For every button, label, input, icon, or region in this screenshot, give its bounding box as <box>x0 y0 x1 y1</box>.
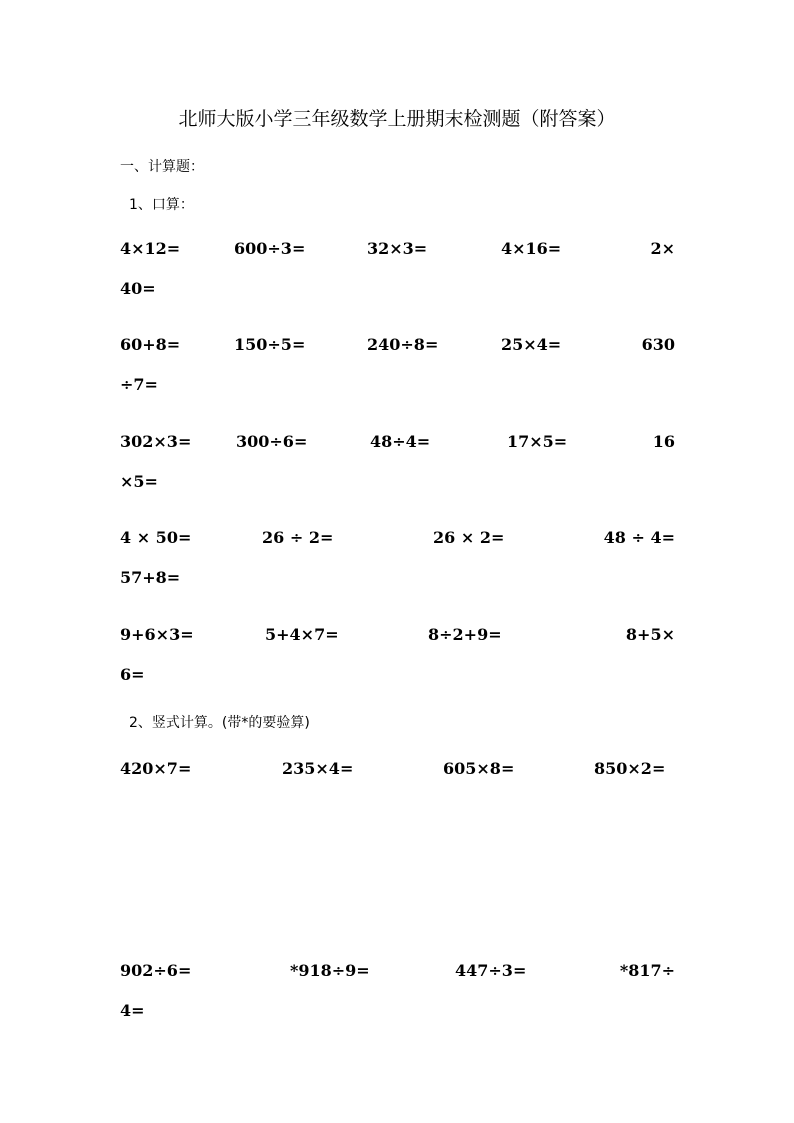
problem: 8÷2+9= <box>428 625 502 644</box>
problem: 240÷8= <box>367 335 439 354</box>
problem: 26 ÷ 2= <box>262 528 334 547</box>
problem: 48 ÷ 4= <box>603 528 675 547</box>
problem-continuation: 57+8= <box>120 568 181 587</box>
problem: 902÷6= <box>120 961 192 980</box>
problem: 2× <box>650 239 675 258</box>
problem: *918÷9= <box>290 961 370 980</box>
problem: 850×2= <box>594 759 666 778</box>
problem-continuation: ×5= <box>120 472 158 491</box>
problem-continuation: ÷7= <box>120 375 158 394</box>
problem: 235×4= <box>282 759 354 778</box>
mental-math-row-4 <box>120 528 675 618</box>
problem: 447÷3= <box>455 961 527 980</box>
problem: 302×3= <box>120 432 192 451</box>
column-calc-row-1 <box>120 759 675 849</box>
problem-continuation: 4= <box>120 1001 145 1020</box>
problem: 4 × 50= <box>120 528 192 547</box>
problem: 630 <box>641 335 675 354</box>
column-calc-row-2 <box>120 961 675 1051</box>
problem: 150÷5= <box>234 335 306 354</box>
problem: 48÷4= <box>370 432 431 451</box>
problem: 4×16= <box>501 239 562 258</box>
part1-heading-mental-math: 1、口算： <box>129 197 194 213</box>
problem: 26 × 2= <box>433 528 505 547</box>
problem: 5+4×7= <box>265 625 339 644</box>
problem: 605×8= <box>443 759 515 778</box>
mental-math-row-2 <box>120 335 675 425</box>
mental-math-row-3 <box>120 432 675 522</box>
problem-continuation: 40= <box>120 279 156 298</box>
page-title: 北师大版小学三年级数学上册期末检测题（附答案） <box>178 108 616 130</box>
problem: 4×12= <box>120 239 181 258</box>
problem: 8+5× <box>625 625 675 644</box>
problem: 60+8= <box>120 335 181 354</box>
section-heading-calculation: 一、计算题： <box>120 159 204 175</box>
problem-continuation: 6= <box>120 665 145 684</box>
problem: 32×3= <box>367 239 428 258</box>
mental-math-row-1 <box>120 239 675 329</box>
problem: 600÷3= <box>234 239 306 258</box>
problem: 300÷6= <box>236 432 308 451</box>
problem: 25×4= <box>501 335 562 354</box>
problem: 16 <box>652 432 675 451</box>
part2-heading-column-calculation: 2、竖式计算。(带*的要验算) <box>129 715 310 731</box>
mental-math-row-5 <box>120 625 675 715</box>
problem: 420×7= <box>120 759 192 778</box>
problem: 17×5= <box>507 432 568 451</box>
problem: 9+6×3= <box>120 625 194 644</box>
problem: *817÷ <box>619 961 675 980</box>
